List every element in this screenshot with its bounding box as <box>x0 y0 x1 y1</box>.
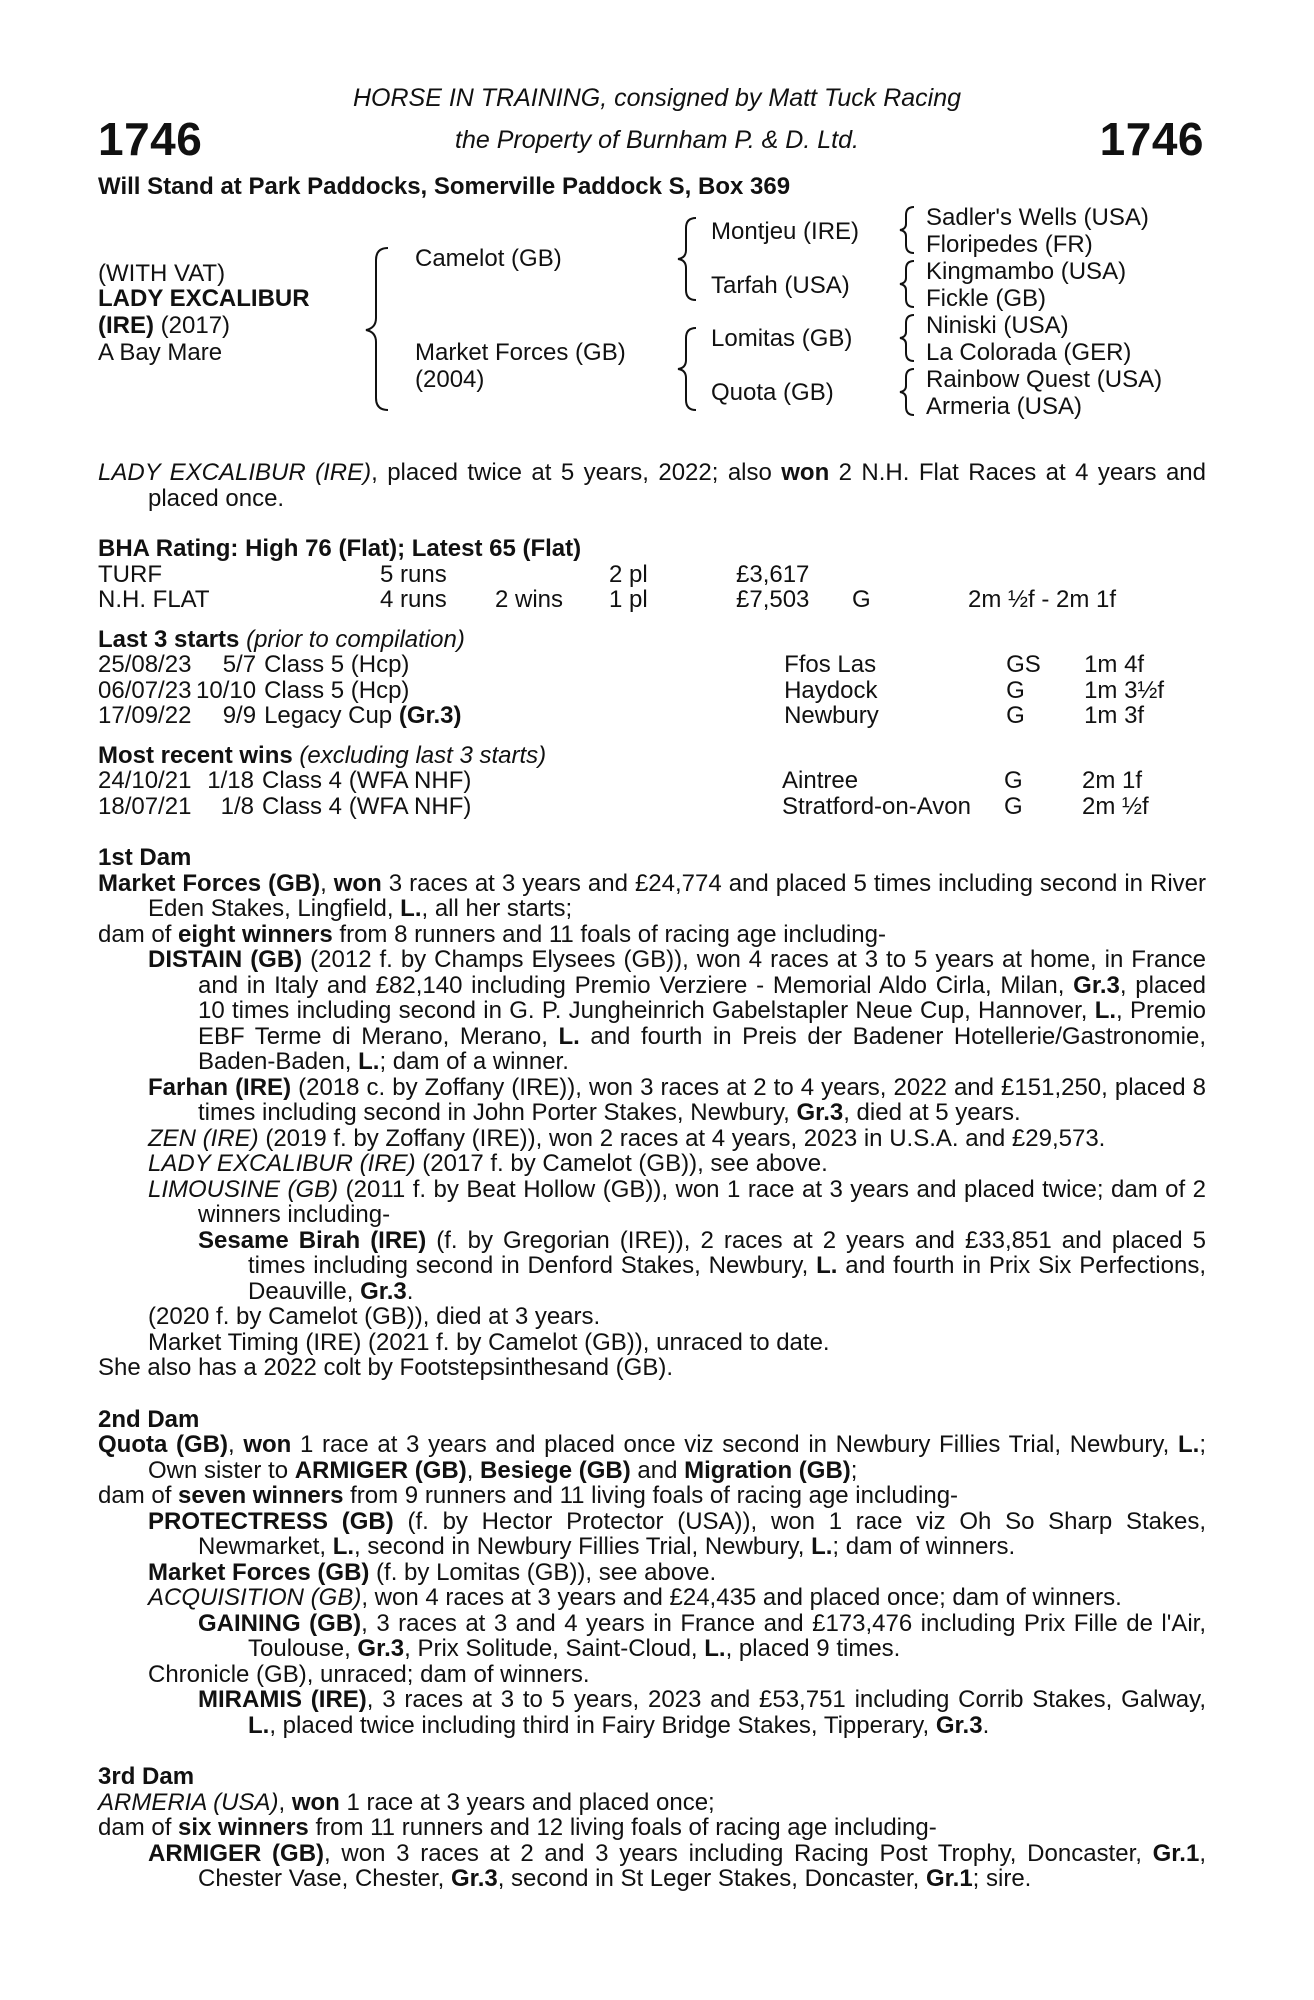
horse-name: LADY EXCALIBUR <box>98 285 310 312</box>
catalogue-body <box>98 460 1206 1892</box>
start-course: Haydock <box>784 676 878 704</box>
pedigree-dam-sire: Lomitas (GB) <box>711 325 853 352</box>
produce-sesame-birah: Sesame Birah (IRE) (f. by Gregorian (IRE)), 2 races at 2 years and £33,851 and placed 5 times including second in Denford Stakes, Newbury, L. and fourth in Prix Six Perfections, Deauville, Gr.3. <box>198 1226 1207 1305</box>
produce-lady-excalibur: LADY EXCALIBUR (IRE) (2017 f. by Camelot (GB)), see above. <box>148 1150 828 1177</box>
win-date: 18/07/21 <box>98 792 192 820</box>
rating-distance: 2m ½f - 2m 1f <box>968 586 1117 613</box>
rating-placed: 2 pl <box>609 560 648 588</box>
recent-wins-table <box>98 768 1149 819</box>
rating-going: G <box>852 586 871 613</box>
table-row <box>98 562 1116 588</box>
stand-location: Will Stand at Park Paddocks, Somerville Paddock S, Box 369 <box>98 173 791 200</box>
rating-heading: BHA Rating: High 76 (Flat); Latest 65 (Flat) <box>98 535 582 562</box>
start-course: Newbury <box>784 702 879 729</box>
win-date: 24/10/21 <box>98 767 192 794</box>
pedigree-sire-sire: Montjeu (IRE) <box>711 218 860 245</box>
produce-market-forces: Market Forces (GB) (f. by Lomitas (GB)), see above. <box>148 1558 717 1586</box>
win-distance: 2m 1f <box>1082 767 1143 794</box>
win-going: G <box>1004 792 1023 820</box>
pedigree-brace-3 <box>892 311 922 365</box>
produce-gaining: GAINING (GB), 3 races at 3 and 4 years in France and £173,476 including Prix Fille de l'Air, Toulouse, Gr.3, Prix Solitude, Saint-Cloud, L., placed 9 times. <box>198 1609 1206 1662</box>
pedigree-brace-dam <box>670 322 706 417</box>
produce-zen: ZEN (IRE) (2019 f. by Zoffany (IRE)), won 2 races at 4 years, 2023 in U.S.A. and £29,573. <box>148 1124 1106 1152</box>
start-position: 5/7 <box>222 651 257 678</box>
pedigree-ggs-6: La Colorada (GER) <box>926 339 1132 366</box>
pedigree-dam-dam: Quota (GB) <box>711 379 834 406</box>
win-race: Class 4 (WFA NHF) <box>262 792 472 820</box>
produce-farhan: Farhan (IRE) (2018 c. by Zoffany (IRE)), won 3 races at 2 to 4 years, 2022 and £151,250, placed 8 times including second in John Porter Stakes, Newbury, Gr.3, died at 5 years. <box>148 1073 1206 1126</box>
start-distance: 1m 3f <box>1084 702 1145 729</box>
start-date: 17/09/22 <box>98 702 192 729</box>
lot-number-right: 1746 <box>1099 113 1204 165</box>
produce-acquisition: ACQUISITION (GB), won 4 races at 3 years and £24,435 and placed once; dam of winners. <box>148 1584 1122 1611</box>
pedigree-ggs-4: Fickle (GB) <box>926 285 1046 312</box>
rating-distance <box>968 562 1116 588</box>
start-going: G <box>1006 702 1025 729</box>
catalogue-property: the Property of Burnham P. & D. Ltd. <box>455 126 859 154</box>
pedigree-brace-2 <box>892 257 922 311</box>
table-row <box>98 768 1149 794</box>
produce-chronicle: Chronicle (GB), unraced; dam of winners. <box>148 1660 590 1688</box>
produce-distain: DISTAIN (GB) (2012 f. by Champs Elysees (GB)), won 4 races at 3 to 5 years at home, in France and in Italy and £82,140 including Premio Verziere - Memorial Aldo Cirla, Milan, Gr.3, placed 10 times including second in G. P. Jungheinrich Gabelstapler Neue Cup, Hannover, L., Premio EBF Terme di Merano, Merano, L. and fourth in Preis der Badener Hotellerie/Gastronomie, Baden-Baden, L.; dam of a winner. <box>148 946 1207 1075</box>
start-date: 06/07/23 <box>98 676 192 704</box>
second-dam-record: Quota (GB), won 1 race at 3 years and placed once viz second in Newbury Fillies Trial, Newbury, L.; Own sister to ARMIGER (GB), Besiege (GB) and Migration (GB); <box>98 1431 1206 1484</box>
win-course: Stratford-on-Avon <box>782 792 971 820</box>
pedigree-ggs-8: Armeria (USA) <box>926 393 1083 420</box>
pedigree-brace-sire <box>670 212 706 307</box>
table-row <box>98 703 1164 729</box>
horse-suffix-year: (IRE) (2017) <box>98 312 231 339</box>
rating-table <box>98 562 1116 613</box>
win-course: Aintree <box>782 767 859 794</box>
third-dam-record: ARMERIA (USA), won 1 race at 3 years and placed once; <box>98 1788 715 1816</box>
win-going: G <box>1004 767 1023 794</box>
rating-wins <box>495 562 609 588</box>
start-distance: 1m 4f <box>1084 651 1145 678</box>
win-position: 1/18 <box>207 767 254 794</box>
start-position: 9/9 <box>222 702 257 729</box>
rating-runs: 4 runs <box>380 586 447 613</box>
start-race: Legacy Cup (Gr.3) <box>264 702 462 729</box>
produce-miramis: MIRAMIS (IRE), 3 races at 3 to 5 years, 2023 and £53,751 including Corrib Stakes, Galway, L., placed twice including third in Fairy Bridge Stakes, Tipperary, Gr.3. <box>198 1686 1207 1739</box>
last-starts-table <box>98 652 1164 729</box>
produce-limousine: LIMOUSINE (GB) (2011 f. by Beat Hollow (GB)), won 1 race at 3 years and placed twice; dam of 2 winners including- <box>148 1175 1206 1228</box>
win-position: 1/8 <box>220 792 254 820</box>
pedigree-brace-main <box>360 240 400 420</box>
pedigree-dam-year: (2004) <box>415 366 485 393</box>
pedigree-ggs-7: Rainbow Quest (USA) <box>926 366 1163 393</box>
table-row <box>98 587 1116 613</box>
horse-description: A Bay Mare <box>98 339 223 366</box>
win-race: Class 4 (WFA NHF) <box>262 767 472 794</box>
start-course: Ffos Las <box>784 651 877 678</box>
start-date: 25/08/23 <box>98 651 192 678</box>
start-position: 10/10 <box>196 676 257 704</box>
pedigree-ggs-3: Kingmambo (USA) <box>926 258 1127 285</box>
first-dam-produce: dam of eight winners from 8 runners and 11 foals of racing age including- <box>98 920 886 948</box>
start-going: G <box>1006 676 1025 704</box>
win-distance: 2m ½f <box>1082 792 1149 820</box>
third-dam-heading: 3rd Dam <box>98 1763 195 1790</box>
produce-2022-colt: She also has a 2022 colt by Footstepsinthesand (GB). <box>98 1354 674 1381</box>
first-dam-record: Market Forces (GB), won 3 races at 3 years and £24,774 and placed 5 times including second in River Eden Stakes, Lingfield, L., all her starts; <box>98 869 1207 922</box>
race-summary: LADY EXCALIBUR (IRE), placed twice at 5 years, 2022; also won 2 N.H. Flat Races at 4 years and placed once. <box>98 459 1207 512</box>
lot-number-left: 1746 <box>98 113 203 165</box>
start-race: Class 5 (Hcp) <box>264 651 410 678</box>
horse-vat: (WITH VAT) <box>98 260 226 287</box>
first-dam-heading: 1st Dam <box>98 844 192 871</box>
start-distance: 1m 3½f <box>1084 676 1165 704</box>
table-row <box>98 652 1164 678</box>
pedigree-brace-1 <box>892 203 922 257</box>
produce-protectress: PROTECTRESS (GB) (f. by Hector Protector (USA)), won 1 race viz Oh So Sharp Stakes, Newmarket, L., second in Newbury Fillies Trial, Newbury, L.; dam of winners. <box>148 1507 1206 1560</box>
produce-market-timing: Market Timing (IRE) (2021 f. by Camelot (GB)), unraced to date. <box>148 1328 830 1356</box>
pedigree-sire-dam: Tarfah (USA) <box>711 272 850 299</box>
pedigree-ggs-5: Niniski (USA) <box>926 312 1069 339</box>
third-dam-produce: dam of six winners from 11 runners and 12 living foals of racing age including- <box>98 1814 937 1841</box>
rating-wins: 2 wins <box>495 586 564 613</box>
start-race: Class 5 (Hcp) <box>264 676 410 704</box>
rating-going <box>852 562 968 588</box>
pedigree-brace-4 <box>892 365 922 419</box>
rating-type: TURF <box>98 560 162 588</box>
second-dam-produce: dam of seven winners from 9 runners and 11 living foals of racing age including- <box>98 1482 959 1509</box>
rating-placed: 1 pl <box>609 586 648 613</box>
catalogue-title: HORSE IN TRAINING, consigned by Matt Tuck Racing <box>352 84 962 112</box>
table-row <box>98 794 1149 820</box>
pedigree-dam: Market Forces (GB) <box>415 339 626 366</box>
pedigree-ggs-2: Floripedes (FR) <box>926 231 1093 258</box>
produce-2020-filly: (2020 f. by Camelot (GB)), died at 3 years. <box>148 1303 601 1330</box>
start-going: GS <box>1006 651 1041 678</box>
table-row <box>98 678 1164 704</box>
pedigree-ggs-1: Sadler's Wells (USA) <box>926 204 1149 231</box>
produce-armiger: ARMIGER (GB), won 3 races at 2 and 3 years including Racing Post Trophy, Doncaster, Gr.1, Chester Vase, Chester, Gr.3, second in St Leger Stakes, Doncaster, Gr.1; sire. <box>148 1839 1206 1892</box>
last-starts-heading: Last 3 starts (prior to compilation) <box>98 625 465 653</box>
rating-prize: £7,503 <box>736 586 810 613</box>
rating-runs: 5 runs <box>380 560 447 588</box>
pedigree-sire: Camelot (GB) <box>415 245 562 272</box>
rating-type: N.H. FLAT <box>98 586 210 613</box>
second-dam-heading: 2nd Dam <box>98 1405 200 1433</box>
recent-wins-heading: Most recent wins (excluding last 3 starts) <box>98 741 547 769</box>
rating-prize: £3,617 <box>736 560 810 588</box>
